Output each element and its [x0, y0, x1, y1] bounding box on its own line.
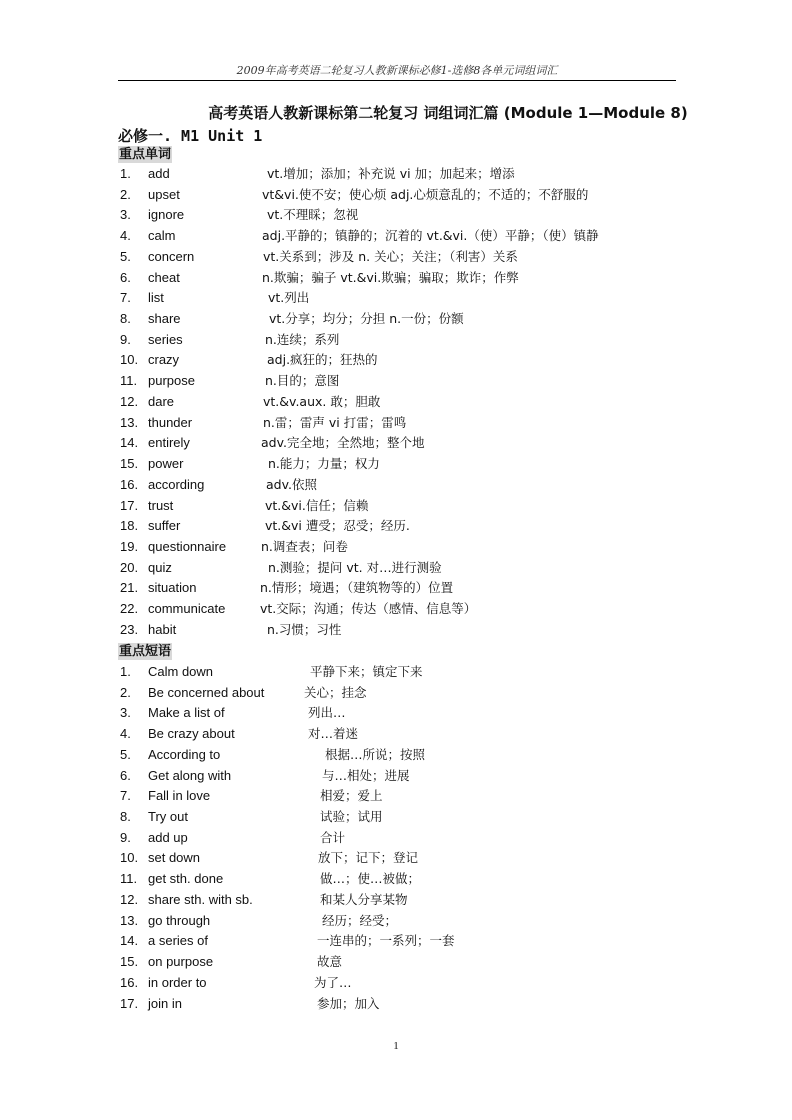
item-number: 18. — [120, 518, 139, 534]
item-definition: 相爱；爱上 — [320, 788, 383, 804]
item-term: upset — [148, 186, 180, 202]
item-term: entirely — [148, 435, 190, 451]
item-term: Get along with — [148, 767, 232, 783]
item-number: 2. — [120, 684, 131, 700]
item-number: 10. — [120, 850, 139, 866]
item-definition: 根据…所说；按照 — [325, 746, 426, 762]
item-term: add up — [148, 829, 188, 845]
item-definition: 对…着迷 — [308, 726, 359, 742]
item-definition: 参加；加入 — [317, 995, 380, 1011]
item-number: 15. — [120, 456, 139, 472]
item-definition: n.雷；雷声 vi 打雷；雷鸣 — [263, 414, 407, 430]
item-definition: vt.不理睬；忽视 — [267, 207, 359, 223]
item-definition: n.测验；提问 vt. 对…进行测验 — [268, 559, 442, 575]
item-definition: 合计 — [320, 829, 346, 845]
item-term: dare — [148, 393, 175, 409]
item-number: 3. — [120, 207, 131, 223]
item-number: 4. — [120, 228, 131, 244]
item-term: a series of — [148, 933, 208, 949]
item-number: 21. — [120, 580, 139, 596]
item-definition: vt.&v.aux. 敢；胆敢 — [263, 393, 381, 409]
item-number: 5. — [120, 746, 131, 762]
item-number: 6. — [120, 269, 131, 285]
item-number: 9. — [120, 829, 131, 845]
item-number: 2. — [120, 186, 131, 202]
item-number: 11. — [120, 871, 138, 887]
item-definition: n.习惯；习性 — [267, 621, 342, 637]
item-definition: n.情形；境遇；（建筑物等的）位置 — [260, 580, 454, 596]
item-term: communicate — [148, 601, 226, 617]
item-term: Fall in love — [148, 788, 211, 804]
item-term: list — [148, 290, 164, 306]
item-term: Make a list of — [148, 705, 225, 721]
item-definition: 试验；试用 — [320, 809, 383, 825]
item-term: series — [148, 331, 183, 347]
item-term: concern — [148, 248, 195, 264]
item-number: 19. — [120, 538, 139, 554]
item-definition: 列出… — [308, 705, 346, 721]
item-term: situation — [148, 580, 197, 596]
item-term: trust — [148, 497, 174, 513]
item-number: 10. — [120, 352, 139, 368]
item-number: 13. — [120, 912, 139, 928]
item-term: cheat — [148, 269, 180, 285]
item-definition: n.调查表；问卷 — [261, 538, 348, 554]
item-term: quiz — [148, 559, 172, 575]
item-number: 8. — [120, 809, 131, 825]
item-number: 9. — [120, 331, 131, 347]
item-definition: vt.关系到；涉及 n. 关心；关注；（利害）关系 — [263, 248, 518, 264]
item-term: join in — [148, 995, 182, 1011]
item-term: Be concerned about — [148, 684, 265, 700]
item-term: habit — [148, 621, 177, 637]
words-heading: 重点单词 — [119, 147, 172, 162]
item-definition: 经历；经受； — [322, 912, 398, 928]
item-term: crazy — [148, 352, 180, 368]
item-definition: n.连续；系列 — [265, 331, 340, 347]
item-definition: n.欺骗；骗子 vt.&vi.欺骗；骗取；欺诈；作弊 — [262, 269, 519, 285]
item-number: 16. — [120, 476, 139, 492]
item-term: set down — [148, 850, 201, 866]
phrases-heading: 重点短语 — [119, 644, 172, 659]
item-definition: 平静下来；镇定下来 — [310, 664, 423, 679]
item-definition: 和某人分享某物 — [320, 891, 408, 907]
item-term: get sth. done — [148, 871, 224, 887]
header-divider — [118, 80, 676, 81]
item-term: purpose — [148, 373, 195, 389]
item-number: 17. — [120, 995, 139, 1011]
item-term: Be crazy about — [148, 726, 235, 742]
item-term: suffer — [148, 518, 181, 534]
item-number: 14. — [120, 435, 139, 451]
item-definition: vt.分享；均分；分担 n.一份；份额 — [269, 311, 464, 327]
item-term: calm — [148, 228, 176, 244]
item-definition: vt.&vi 遭受；忍受；经历. — [265, 518, 410, 534]
running-header: 2009年高考英语二轮复习人教新课标必修1-选修8各单元词组词汇 — [236, 64, 558, 77]
item-definition: vt.&vi.信任；信赖 — [265, 497, 369, 513]
item-term: thunder — [148, 414, 193, 430]
item-term: According to — [148, 746, 221, 762]
section-title: 必修一. M1 Unit 1 — [118, 127, 263, 145]
item-number: 8. — [120, 311, 131, 327]
item-number: 11. — [120, 373, 138, 389]
item-number: 13. — [120, 414, 139, 430]
item-number: 14. — [120, 933, 139, 949]
item-definition: vt.交际；沟通；传达（感情、信息等） — [260, 601, 477, 617]
item-definition: n.能力；力量；权力 — [268, 456, 380, 472]
item-term: share — [148, 311, 181, 327]
item-number: 23. — [120, 621, 139, 637]
item-number: 1. — [120, 166, 131, 181]
item-number: 12. — [120, 891, 139, 907]
item-number: 3. — [120, 705, 131, 721]
item-term: ignore — [148, 207, 185, 223]
item-term: Calm down — [148, 664, 214, 679]
item-definition: adj.疯狂的；狂热的 — [267, 352, 378, 368]
item-definition: vt&vi.使不安；使心烦 adj.心烦意乱的；不适的；不舒服的 — [262, 186, 589, 202]
item-term: Try out — [148, 809, 188, 825]
item-definition: adv.完全地；全然地；整个地 — [261, 435, 425, 451]
item-number: 7. — [120, 290, 131, 306]
item-number: 20. — [120, 559, 139, 575]
item-term: go through — [148, 912, 211, 928]
item-definition: vt.增加；添加；补充说 vi 加；加起来；增添 — [267, 166, 515, 181]
item-definition: 关心；挂念 — [304, 684, 367, 700]
item-definition: adj.平静的；镇静的；沉着的 vt.&vi.（使）平静；（使）镇静 — [262, 228, 599, 244]
item-number: 12. — [120, 393, 139, 409]
item-number: 1. — [120, 664, 131, 679]
item-term: according — [148, 476, 205, 492]
page-number: 1 — [393, 1040, 399, 1052]
item-term: power — [148, 456, 184, 472]
item-definition: vt.列出 — [268, 290, 310, 306]
item-number: 17. — [120, 497, 139, 513]
item-number: 5. — [120, 248, 131, 264]
item-definition: adv.依照 — [266, 476, 317, 492]
item-definition: 做…；使…被做； — [320, 871, 421, 887]
item-term: questionnaire — [148, 538, 227, 554]
item-definition: 一连串的；一系列；一套 — [317, 933, 455, 949]
item-term: add — [148, 166, 170, 181]
item-number: 4. — [120, 726, 131, 742]
item-definition: 放下；记下；登记 — [318, 850, 419, 866]
item-definition: 为了… — [314, 974, 352, 990]
item-term: on purpose — [148, 954, 214, 970]
item-number: 16. — [120, 974, 139, 990]
item-term: in order to — [148, 974, 207, 990]
item-definition: 故意 — [317, 954, 343, 970]
item-number: 22. — [120, 601, 139, 617]
item-definition: n.目的；意图 — [265, 373, 340, 389]
item-number: 15. — [120, 954, 139, 970]
item-number: 6. — [120, 767, 131, 783]
document-title: 高考英语人教新课标第二轮复习 词组词汇篇 (Module 1—Module 8) — [208, 104, 688, 122]
item-definition: 与…相处；进展 — [322, 767, 410, 783]
item-number: 7. — [120, 788, 131, 804]
item-term: share sth. with sb. — [148, 891, 253, 907]
